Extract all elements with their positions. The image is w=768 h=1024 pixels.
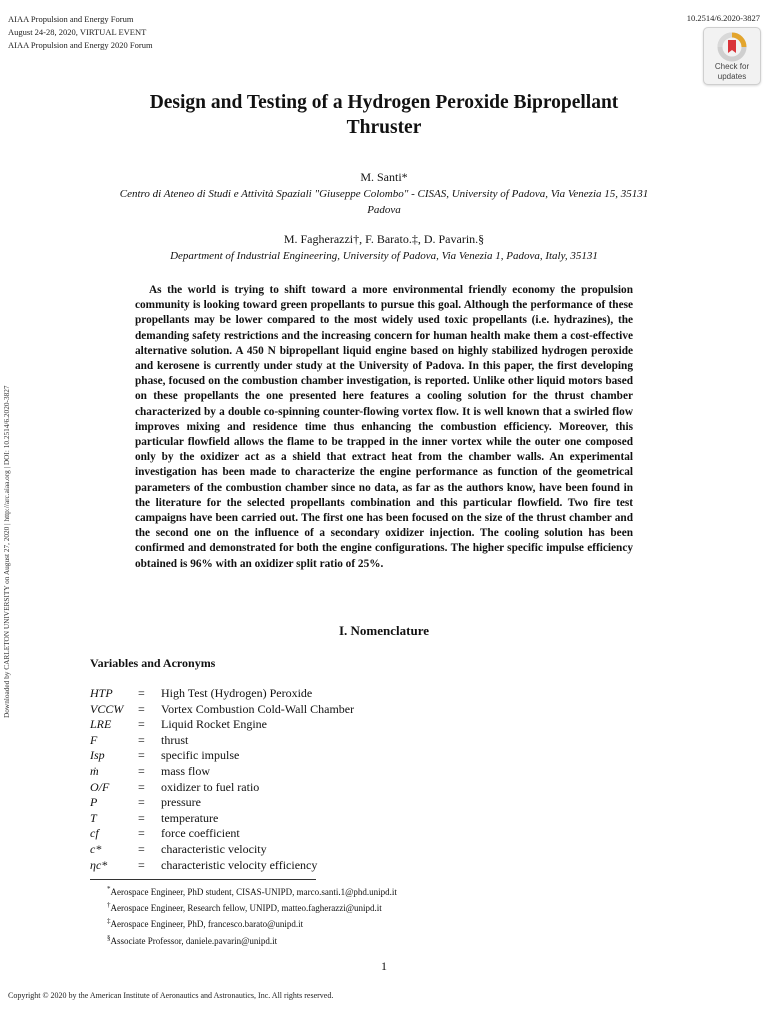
nomenclature-symbol: F <box>90 732 98 747</box>
footnote-text: Aerospace Engineer, PhD, francesco.barato@unipd.it <box>110 919 304 930</box>
nomenclature-definition: Vortex Combustion Cold-Wall Chamber <box>161 701 355 716</box>
nomenclature-definition: force coefficient <box>161 826 240 841</box>
nomenclature-equals: = <box>138 810 145 825</box>
badge-text-line1: Check for <box>714 62 750 71</box>
nomenclature-definition: specific impulse <box>161 748 240 763</box>
nomenclature-equals: = <box>138 826 145 841</box>
nomenclature-symbol: VCCW <box>90 701 124 716</box>
footnote-mark: * <box>107 885 111 893</box>
nomenclature-row <box>90 717 590 733</box>
nomenclature-symbol: cf <box>90 826 99 841</box>
paper-title <box>60 90 708 140</box>
authors-unipd: M. Fagherazzi†, F. Barato.‡, D. Pavarin.§ <box>283 232 485 246</box>
footnote-divider <box>90 879 316 880</box>
nomenclature-definition: thrust <box>161 732 189 747</box>
header-line: AIAA Propulsion and Energy 2020 Forum <box>8 40 153 50</box>
nomenclature-row <box>90 748 590 764</box>
title-line: Design and Testing of a Hydrogen Peroxide Bipropellant <box>149 92 619 113</box>
title-line: Thruster <box>346 117 422 138</box>
footnotes <box>107 883 397 948</box>
nomenclature-list <box>90 686 590 873</box>
nomenclature-row <box>90 686 590 702</box>
footnote <box>107 915 397 931</box>
nomenclature-row <box>90 811 590 827</box>
conference-header <box>8 13 153 52</box>
header-line: AIAA Propulsion and Energy Forum <box>8 14 134 24</box>
footnote-mark: † <box>107 901 111 910</box>
nomenclature-equals: = <box>138 701 145 716</box>
nomenclature-row <box>90 702 590 718</box>
nomenclature-row <box>90 858 590 874</box>
nomenclature-equals: = <box>138 732 145 747</box>
nomenclature-symbol: ṁ <box>90 763 99 778</box>
affiliation-dii: Department of Industrial Engineering, University of Padova, Via Venezia 1, Padova, Italy, 35131 <box>170 250 598 262</box>
nomenclature-symbol: c* <box>90 841 102 856</box>
doi-label: 10.2514/6.2020-3827 <box>686 13 760 23</box>
page-number: 1 <box>381 959 387 973</box>
footnote <box>107 899 397 915</box>
nomenclature-equals: = <box>138 717 145 732</box>
copyright-notice: Copyright © 2020 by the American Institute of Aeronautics and Astronautics, Inc. All rights reserved. <box>8 991 334 1000</box>
footnote-mark: § <box>107 933 111 942</box>
nomenclature-row <box>90 780 590 796</box>
check-for-updates-button[interactable] <box>703 27 761 85</box>
nomenclature-definition: mass flow <box>161 763 210 778</box>
nomenclature-definition: oxidizer to fuel ratio <box>161 779 260 794</box>
nomenclature-symbol: LRE <box>90 717 112 732</box>
nomenclature-definition: characteristic velocity efficiency <box>161 857 318 872</box>
affiliation-line: Centro di Ateneo di Studi e Attività Spaziali "Giuseppe Colombo" - CISAS, University of Padova, Via Venezia 15, 35131 <box>119 188 649 200</box>
nomenclature-definition: characteristic velocity <box>161 841 267 856</box>
affiliation-cisas <box>80 186 688 218</box>
nomenclature-equals: = <box>138 748 145 763</box>
nomenclature-row <box>90 733 590 749</box>
nomenclature-equals: = <box>138 857 145 872</box>
footnote-mark: ‡ <box>107 917 111 926</box>
nomenclature-symbol: Isp <box>90 748 105 763</box>
nomenclature-equals: = <box>138 763 145 778</box>
header-line: August 24-28, 2020, VIRTUAL EVENT <box>8 27 147 37</box>
nomenclature-symbol: ηc* <box>90 857 108 872</box>
nomenclature-equals: = <box>138 795 145 810</box>
nomenclature-symbol: P <box>90 795 98 810</box>
nomenclature-symbol: T <box>90 810 97 825</box>
nomenclature-definition: temperature <box>161 810 219 825</box>
nomenclature-equals: = <box>138 686 145 700</box>
abstract: As the world is trying to shift toward a more environmental friendly economy the propulsion community is looking toward green propellants to pursue this goal. Although the performance of these propellants may be lower compared to the most widely used toxic propellants (i.e. hydrazines), the demanding safety restrictions and the increasing concern for human health make them a cost-effective alternative solution. A 450 N bipropellant liquid engine based on highly stabilized hydrogen peroxide and kerosene is currently under study at the University of Padova. In this paper, the first developing phase, focused on the combustion chamber investigation, is reported. Unlike other liquid motors based on these propellants the one presented here features a cooling solution for the thrust chamber characterized by a double co-spinning counter-flowing vortex flow. It is well known that a swirled flow improves mixing and residence time thus enhancing the combustion efficiency. Moreover, this particular flowfield allows the flame to be trapped in the inner vortex while the outer one composed only by the oxidizer act as a shield that extract heat from the chamber walls. An experimental investigation has been made to characterize the engine performance as function of the geometrical parameters of the combustion chamber since no data, as far as the authors know, have been found in the literature for the selected propellants combination and this particular flowfield. Two fire test campaigns have been carried out. The first one has been focused on the size of the thrust chamber and the second one on the influence of a secondary oxidizer injection. The cooling solution has been confirmed and demonstrated for both the engine configurations. The higher specific impulse efficiency obtained is 96% with an oxidizer split ratio of 25%. <box>135 284 633 570</box>
footnote-text: Associate Professor, daniele.pavarin@unipd.it <box>110 935 278 946</box>
nomenclature-row <box>90 842 590 858</box>
nomenclature-row <box>90 826 590 842</box>
nomenclature-definition: High Test (Hydrogen) Peroxide <box>161 686 313 700</box>
nomenclature-equals: = <box>138 779 145 794</box>
nomenclature-symbol: HTP <box>90 686 113 700</box>
footnote <box>107 932 397 948</box>
nomenclature-row <box>90 795 590 811</box>
footnote-text: Aerospace Engineer, Research fellow, UNIPD, matteo.fagherazzi@unipd.it <box>110 903 382 914</box>
affiliation-line: Padova <box>367 204 401 216</box>
nomenclature-definition: Liquid Rocket Engine <box>161 717 267 732</box>
badge-text-line2: updates <box>717 71 747 81</box>
nomenclature-symbol: O/F <box>90 779 110 794</box>
section-title-nomenclature: I. Nomenclature <box>338 623 430 638</box>
download-sidebar-text: Downloaded by CARLETON UNIVERSITY on August 27, 2020 | http://arc.aiaa.org | DOI: 10.2514/6.2020-3827 <box>2 385 11 718</box>
footnote-text: Aerospace Engineer, PhD student, CISAS-UNIPD, marco.santi.1@phd.unipd.it <box>110 887 397 897</box>
nomenclature-equals: = <box>138 841 145 856</box>
check-for-updates-icon <box>717 32 747 62</box>
footnote <box>107 883 397 899</box>
nomenclature-row <box>90 764 590 780</box>
nomenclature-definition: pressure <box>161 795 201 810</box>
author-santi: M. Santi* <box>360 170 408 184</box>
subsection-title: Variables and Acronyms <box>90 656 216 670</box>
